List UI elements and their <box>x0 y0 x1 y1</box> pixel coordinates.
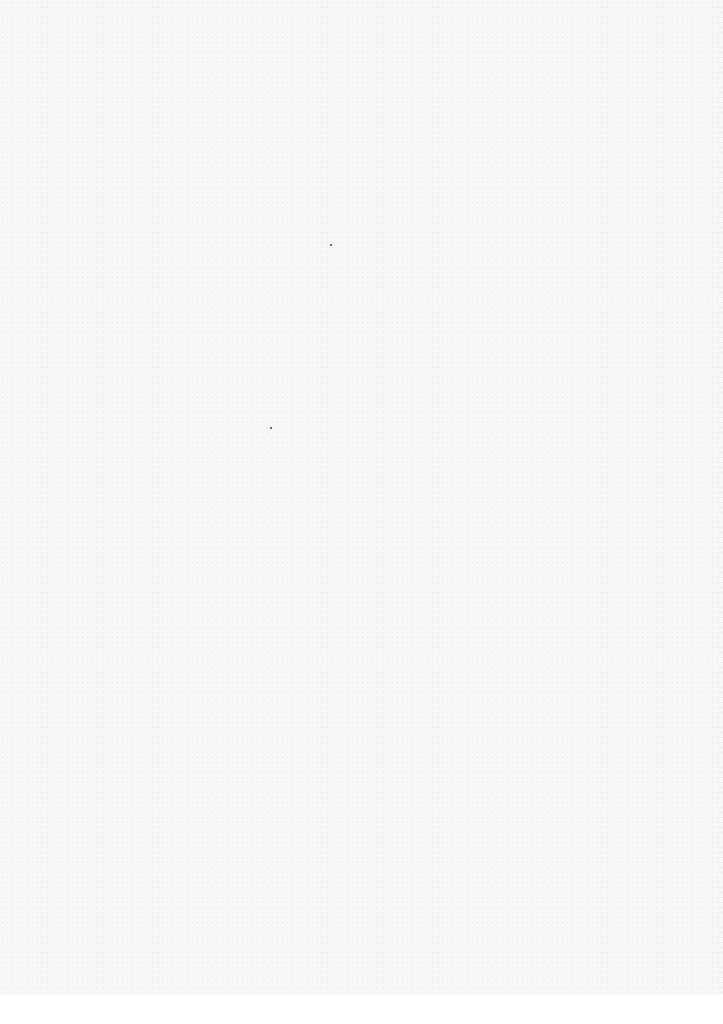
host-intro-paragraph <box>89 40 719 112</box>
host-intro-line-1 <box>89 40 694 76</box>
song-paragraph <box>89 222 719 258</box>
queen-greeting-line <box>89 110 719 150</box>
document-page <box>89 38 719 260</box>
song-line <box>89 222 719 258</box>
queen-paragraph <box>89 114 719 222</box>
queen-line-1 <box>89 150 714 186</box>
host-intro-line-2 <box>89 76 719 112</box>
scan-speck <box>270 427 272 429</box>
queen-line-2 <box>89 186 719 222</box>
